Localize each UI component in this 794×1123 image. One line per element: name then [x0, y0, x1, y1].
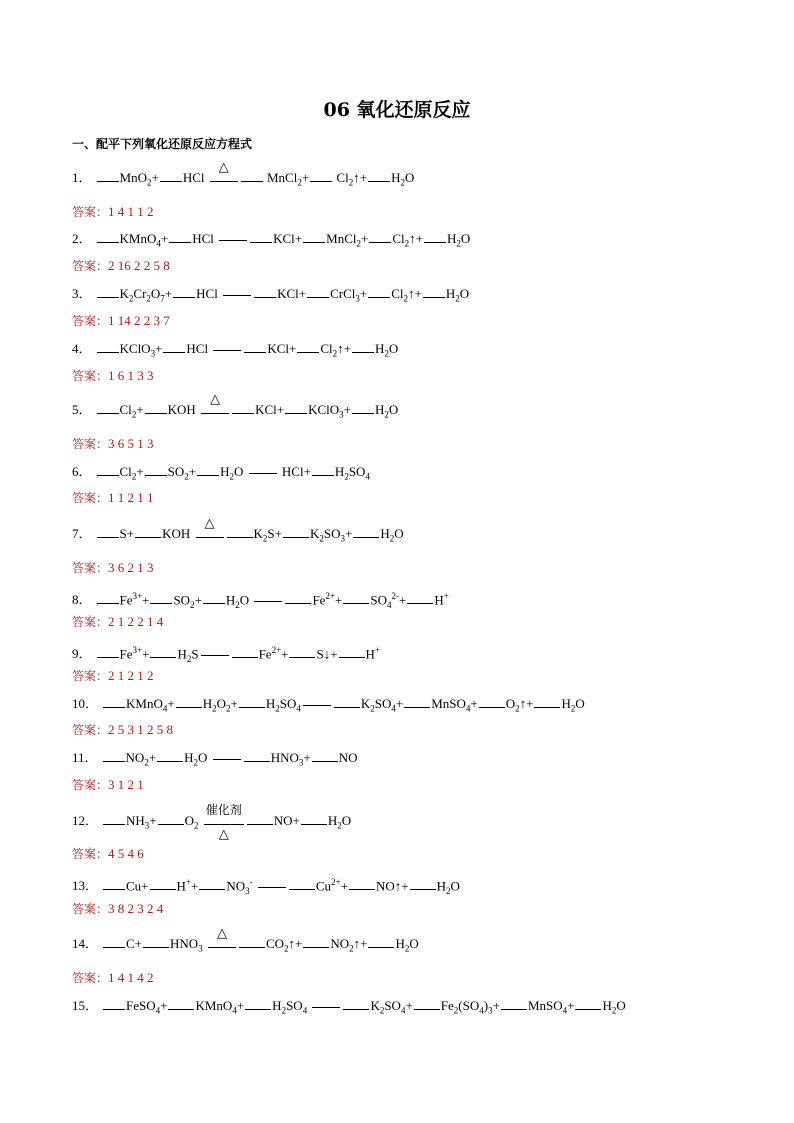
answer-11: 答案：3 1 2 1 [72, 777, 144, 792]
item-number: 9． [72, 646, 92, 662]
heat-condition: △ [210, 173, 238, 182]
answer-13: 答案：3 8 2 3 2 4 [72, 901, 164, 916]
equation-10: 10． KMnO$_4$+ $H_2O_2+ H_2SO_4$ $K_2SO_4+$ MnSO$_4$+ $O_2↑+ H_2O$ [72, 696, 585, 714]
heat-condition: △ [196, 529, 224, 538]
reaction-arrow [254, 601, 282, 602]
item-number: 13． [72, 878, 99, 894]
item-number: 2． [72, 231, 92, 246]
reaction-arrow [258, 887, 286, 888]
answer-6: 答案：1 1 2 1 1 [72, 490, 154, 505]
item-number: 4． [72, 341, 92, 356]
answer-3: 答案：1 14 2 2 3 7 [72, 313, 170, 328]
item-number: 8． [72, 592, 92, 608]
item-number: 10． [72, 696, 99, 711]
reaction-arrow [223, 295, 251, 296]
item-number: 7． [72, 526, 92, 541]
equation-14: 14． $C+ HNO_3$ △ $CO_2↑+$ $NO_2↑+ H_2O$ [72, 925, 419, 954]
equation-8: 8． $Fe^{3+}+ SO_2+ H_2O$ $Fe^{2+}+ SO_4^{2-}+ H^+$ [72, 591, 449, 610]
equation-1: 1． MnO$_2$+ HCl △ MnCl$_2$+ $Cl_2↑+ H_2O$ [72, 159, 415, 188]
equation-2: 2． KMnO$_4$+ HCl KCl+ MnCl$_2$+ $Cl_2↑+ H_2O$ [72, 231, 471, 249]
item-number: 11． [72, 750, 98, 765]
answer-14: 答案：1 4 1 4 2 [72, 970, 154, 985]
item-number: 14． [72, 936, 99, 951]
equation-15: 15． FeSO$_4$+ KMnO$_4$+ $H_2SO_4$ $K_2SO_4+ Fe_2(SO_4)_3+$ MnSO$_4$+ $H_2O$ [72, 998, 626, 1016]
equation-3: 3． $K_2Cr_2O_7+$ HCl KCl+ CrCl$_3$+ $Cl_2↑+ H_2O$ [72, 286, 470, 304]
equation-9: 9． $Fe^{3+}+ H_2S$ $Fe^{2+}+$ S↓+ H+ [72, 645, 381, 664]
equation-7: 7． S+ KOH △ $K_2S+ K_2SO_3+ H_2O$ [72, 515, 404, 544]
answer-5: 答案：3 6 5 1 3 [72, 436, 154, 451]
answer-8: 答案：2 1 2 2 1 4 [72, 614, 164, 629]
equation-12: 12． $NH_3+ O_2$ 催化剂 △ $NO+ H_2O$ [72, 803, 352, 841]
answer-2: 答案：2 16 2 2 5 8 [72, 258, 170, 273]
item-number: 6． [72, 464, 92, 479]
equation-4: 4． KClO$_3$+ HCl $KCl+ Cl_2↑+ H_2O$ [72, 341, 399, 359]
answer-12: 答案：4 5 4 6 [72, 846, 144, 861]
equation-6: 6． $Cl_2+ SO_2+ H_2O$ $HCl+ H_2SO_4$ [72, 464, 370, 482]
heat-condition: △ [201, 405, 229, 414]
answer-9: 答案：2 1 2 1 2 [72, 668, 154, 683]
reaction-arrow [219, 240, 247, 241]
reaction-arrow [201, 655, 229, 656]
heat-condition: △ [208, 939, 236, 948]
item-number: 5． [72, 402, 92, 417]
reaction-arrow [249, 473, 277, 474]
reaction-arrow [213, 759, 241, 760]
answer-1: 答案：1 4 1 1 2 [72, 204, 154, 219]
equation-11: 11． $NO_2+ H_2O$ $HNO_3+$ NO [72, 750, 358, 768]
answer-10: 答案：2 5 3 1 2 5 8 [72, 722, 174, 737]
section-heading: 一、配平下列氧化还原反应方程式 [72, 137, 253, 151]
item-number: 1． [72, 170, 92, 185]
page-title: 06 氧化还原反应 [323, 99, 471, 121]
answer-4: 答案：1 6 1 3 3 [72, 368, 154, 383]
reaction-arrow [312, 1007, 340, 1008]
reaction-arrow [303, 705, 331, 706]
reaction-arrow [213, 350, 241, 351]
answer-7: 答案：3 6 2 1 3 [72, 560, 154, 575]
catalyst-condition: 催化剂 △ [205, 803, 242, 841]
equation-13: 13． $Cu+ H^++ NO_3^-$ $Cu^{2+}+$ NO↑+ $H_2O$ [72, 877, 460, 896]
item-number: 12． [72, 813, 99, 828]
equation-5: 5． $Cl_2+$ KOH △ KCl+ KClO$_3$+ $H_2O$ [72, 391, 399, 420]
item-number: 15． [72, 998, 99, 1013]
item-number: 3． [72, 286, 92, 301]
